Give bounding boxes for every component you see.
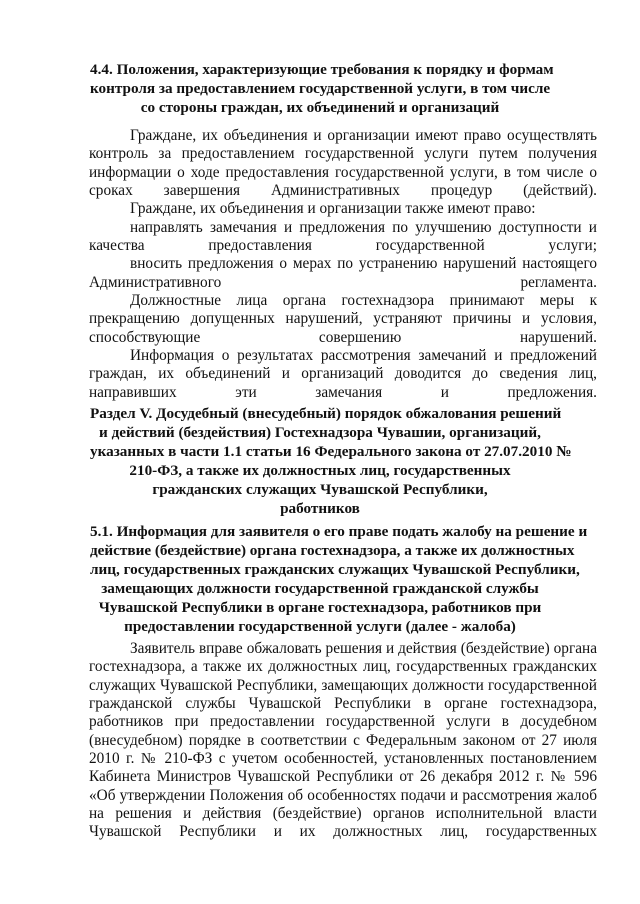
section-v-heading (90, 404, 572, 518)
text-line: Кабинета Министров Чувашской Республики от 26 декабря 2012 г. № 596 (89, 768, 597, 786)
heading-line: указанных в части 1.1 статьи 16 Федерального закона от 27.07.2010 № (90, 443, 572, 460)
text-line: граждан, их объединений и организаций доводится до сведения лиц, (89, 365, 597, 383)
heading-line: действие (бездействие) органа гостехнадзора, а также их должностных (90, 542, 575, 559)
text-line: способствующие совершению нарушений. (89, 328, 597, 346)
paragraph (89, 219, 597, 256)
heading-line: лиц, государственных гражданских служащих Чувашской Республики, (90, 561, 580, 578)
text-line: вносить предложения о мерах по устранению нарушений настоящего (130, 255, 597, 273)
text-line: 2010 г. № 210-ФЗ с учетом особенностей, установленных постановлением (89, 750, 597, 768)
text-line: информации о ходе предоставления государственной услуги, в том числе о (89, 163, 597, 181)
text-line: качества предоставления государственной услуги; (89, 237, 597, 255)
text-line: «Об утверждении Положения об особенностях подачи и рассмотрения жалоб (89, 786, 597, 804)
text-line: контроль за предоставлением государственной услуги путем получения (89, 145, 597, 163)
section-5-1-body (89, 640, 597, 842)
heading-line: со стороны граждан, их объединений и организаций (140, 99, 500, 116)
text-line: Должностные лица органа гостехнадзора принимают меры к (130, 292, 597, 310)
paragraph (89, 200, 597, 218)
section-4-4-body (89, 127, 597, 402)
text-line: прекращению допущенных нарушений, устраняют причины и условия, (89, 310, 597, 328)
heading-line: и действий (бездействия) Гостехнадзора Чувашии, организаций, (99, 424, 541, 441)
text-line: Граждане, их объединения и организации также имеют право: (130, 200, 536, 218)
text-line: Информация о результатах рассмотрения замечаний и предложений (130, 347, 597, 365)
paragraph (89, 127, 597, 200)
text-line: направлять замечания и предложения по улучшению доступности и (130, 218, 597, 236)
text-line: Административного регламента. (89, 273, 597, 291)
paragraph (89, 255, 597, 292)
section-5-1-heading (90, 522, 588, 636)
text-line: гражданской службы Чувашской Республики в органе гостехнадзора, (89, 695, 597, 713)
heading-line: Раздел V. Досудебный (внесудебный) порядок обжалования решений (90, 405, 562, 422)
text-line: гостехнадзора, а также их должностных лиц, государственных гражданских (89, 658, 597, 676)
text-line: (внесудебном) порядке в соответствии с Федеральным законом от 27 июля (89, 731, 597, 749)
heading-line: предоставлении государственной услуги (далее - жалоба) (124, 618, 516, 635)
text-line: Граждане, их объединения и организации имеют право осуществлять (130, 127, 597, 144)
heading-line: Чувашской Республики в органе гостехнадзора, работников при (98, 599, 542, 616)
text-line: Чувашской Республики и их должностных лиц, государственных (89, 823, 597, 841)
text-line: направивших эти замечания и предложения. (89, 383, 597, 401)
heading-line: 210-ФЗ, а также их должностных лиц, государственных (129, 462, 511, 479)
heading-line: контроля за предоставлением государственной услуги, в том числе (90, 80, 551, 97)
paragraph (89, 640, 597, 842)
paragraph (89, 292, 597, 347)
heading-line: 5.1. Информация для заявителя о его праве подать жалобу на решение и (90, 523, 588, 540)
paragraph (89, 347, 597, 402)
text-line: на решения и действия (бездействие) органов исполнительной власти (89, 805, 597, 823)
text-line: служащих Чувашской Республики, замещающих должности государственной (89, 676, 597, 694)
heading-line: работников (280, 500, 360, 517)
section-4-4-heading (90, 60, 554, 117)
heading-line: гражданских служащих Чувашской Республики, (152, 481, 488, 498)
heading-line: замещающих должности государственной гражданской службы (101, 580, 539, 597)
text-line: сроках завершения Административных процедур (действий). (89, 182, 597, 200)
text-line: работников при предоставлении государственной услуги в досудебном (89, 713, 597, 731)
text-line: Заявитель вправе обжаловать решения и действия (бездействие) органа (130, 640, 597, 657)
heading-line: 4.4. Положения, характеризующие требования к порядку и формам (90, 61, 554, 78)
